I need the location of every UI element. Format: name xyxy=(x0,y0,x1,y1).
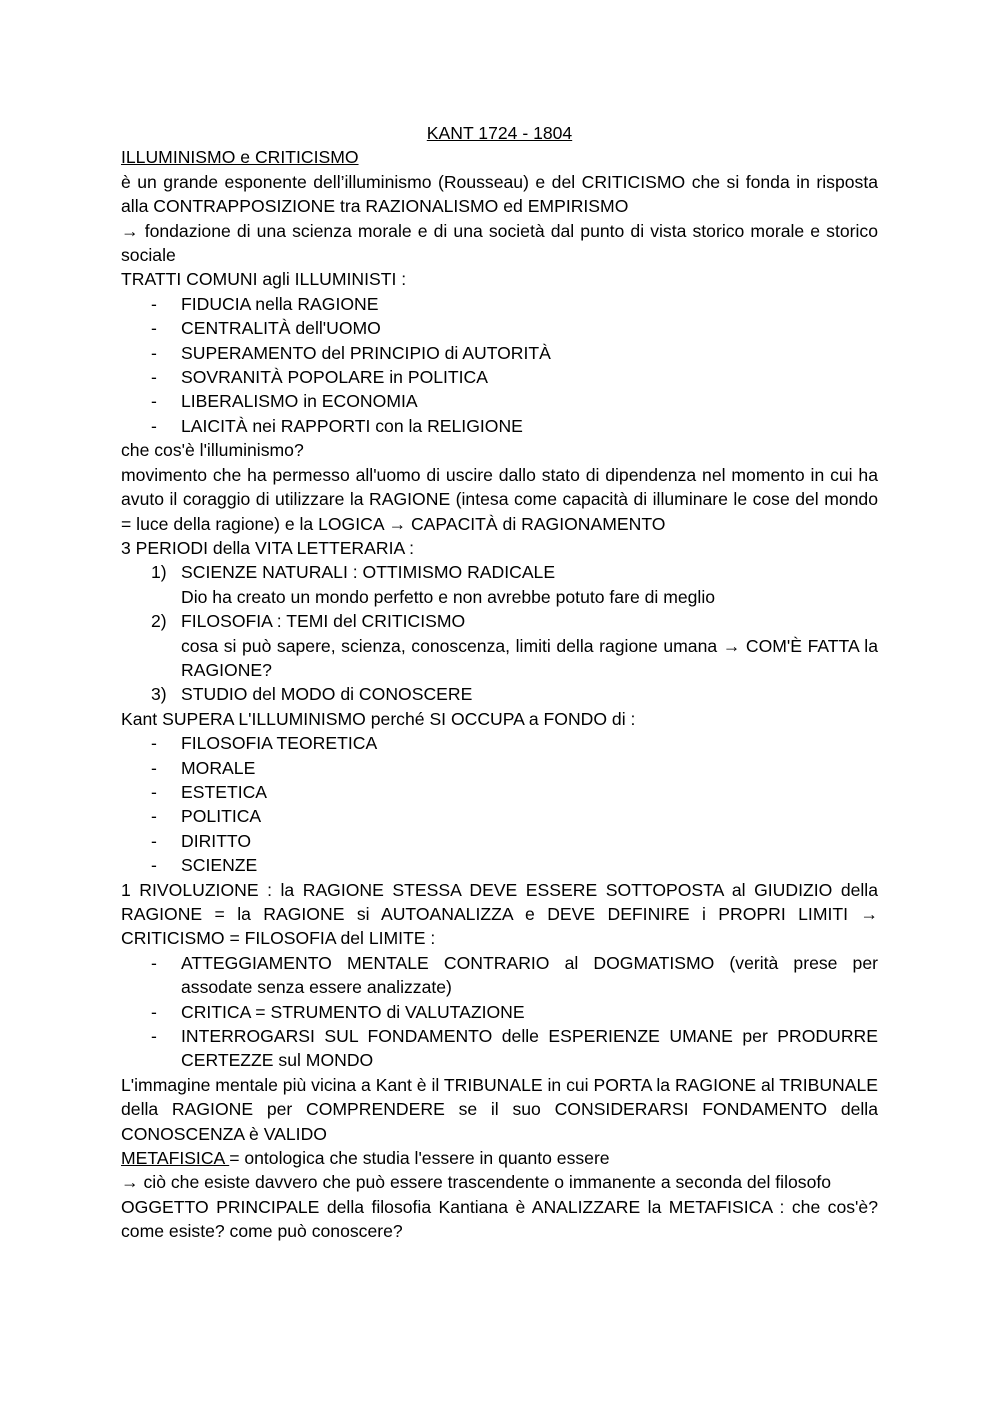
list-item: - INTERROGARSI SUL FONDAMENTO delle ESPERIENZE UMANE per PRODURRE CERTEZZE sul MONDO xyxy=(121,1024,878,1073)
periods-heading: 3 PERIODI della VITA LETTERARIA : xyxy=(121,537,415,558)
list-item: - LIBERALISMO in ECONOMIA xyxy=(121,389,878,413)
list-item: - FILOSOFIA TEORETICA xyxy=(121,731,878,755)
period-label: FILOSOFIA : TEMI del CRITICISMO xyxy=(181,611,466,632)
list-item: - DIRITTO xyxy=(121,829,878,853)
metafisica-definition: = ontologica che studia l'essere in quanto essere xyxy=(229,1148,610,1169)
list-marker: 2) xyxy=(151,611,167,632)
list-item xyxy=(121,682,878,706)
list-item: - SOVRANITÀ POPOLARE in POLITICA xyxy=(121,365,878,389)
metafisica-line xyxy=(121,1146,878,1170)
period-detail: Dio ha creato un mondo perfetto e non avrebbe potuto fare di meglio xyxy=(181,586,716,607)
list-item: - SUPERAMENTO del PRINCIPIO di AUTORITÀ xyxy=(121,341,878,365)
list-item xyxy=(121,609,878,682)
period-label: SCIENZE NATURALI : OTTIMISMO RADICALE xyxy=(181,562,556,583)
list-item: - SCIENZE xyxy=(121,853,878,877)
oggetto-paragraph: OGGETTO PRINCIPALE della filosofia Kantiana è ANALIZZARE la METAFISICA : che cos'è? come esiste? come può conoscere? xyxy=(121,1196,878,1242)
list-marker: 3) xyxy=(151,684,167,705)
list-item: - CENTRALITÀ dell'UOMO xyxy=(121,316,878,340)
metafisica-arrow-line: → ciò che esiste davvero che può essere trascendente o immanente a seconda del filosofo xyxy=(121,1172,832,1193)
common-traits-list xyxy=(121,292,878,438)
periods-list xyxy=(121,560,878,706)
common-traits-heading: TRATTI COMUNI agli ILLUMINISTI : xyxy=(121,269,407,290)
list-item: - ESTETICA xyxy=(121,780,878,804)
document-page xyxy=(121,121,878,1244)
period-detail: cosa si può sapere, scienza, conoscenza, limiti della ragione umana → COM'È FATTA la RAGIONE? xyxy=(181,635,878,680)
list-item: - POLITICA xyxy=(121,804,878,828)
metafisica-term: METAFISICA xyxy=(121,1148,230,1169)
foundation-paragraph: → fondazione di una scienza morale e di una società dal punto di vista storico morale e storico sociale xyxy=(121,220,878,266)
list-item: - MORALE xyxy=(121,756,878,780)
kant-supera-heading: Kant SUPERA L'ILLUMINISMO perché SI OCCUPA a FONDO di : xyxy=(121,708,636,729)
list-marker: 1) xyxy=(151,562,167,583)
period-label: STUDIO del MODO di CONOSCERE xyxy=(181,684,473,705)
question-illuminismo: che cos'è l'illuminismo? xyxy=(121,440,304,461)
list-item: - LAICITÀ nei RAPPORTI con la RELIGIONE xyxy=(121,414,878,438)
kant-topics-list xyxy=(121,731,878,877)
rivoluzione-paragraph: 1 RIVOLUZIONE : la RAGIONE STESSA DEVE ESSERE SOTTOPOSTA al GIUDIZIO della RAGIONE = la RAGIONE si AUTOANALIZZA e DEVE DEFINIRE i PROPRI LIMITI → CRITICISMO = FILOSOFIA del LIMITE : xyxy=(121,879,878,949)
list-item: - CRITICA = STRUMENTO di VALUTAZIONE xyxy=(121,1000,878,1024)
criticismo-points-list xyxy=(121,951,878,1073)
list-item xyxy=(121,560,878,609)
intro-paragraph: è un grande esponente dell’illuminismo (Rousseau) e del CRITICISMO che si fonda in risposta alla CONTRAPPOSIZIONE tra RAZIONALISMO ed EMPIRISMO xyxy=(121,171,878,217)
answer-illuminismo: movimento che ha permesso all'uomo di uscire dallo stato di dipendenza nel momento in cui ha avuto il coraggio di utilizzare la RAGIONE (intesa come capacità di illuminare le cose del mondo = luce della ragione) e la LOGICA → CAPACITÀ di RAGIONAMENTO xyxy=(121,464,878,534)
list-item: - FIDUCIA nella RAGIONE xyxy=(121,292,878,316)
list-item: - ATTEGGIAMENTO MENTALE CONTRARIO al DOGMATISMO (verità prese per assodate senza essere analizzate) xyxy=(121,951,878,1000)
section-heading-illuminismo: ILLUMINISMO e CRITICISMO xyxy=(121,147,359,168)
tribunale-paragraph: L'immagine mentale più vicina a Kant è il TRIBUNALE in cui PORTA la RAGIONE al TRIBUNALE della RAGIONE per COMPRENDERE se il suo CONSIDERARSI FONDAMENTO della CONOSCENZA è VALIDO xyxy=(121,1074,878,1144)
page-title: KANT 1724 - 1804 xyxy=(426,123,573,143)
